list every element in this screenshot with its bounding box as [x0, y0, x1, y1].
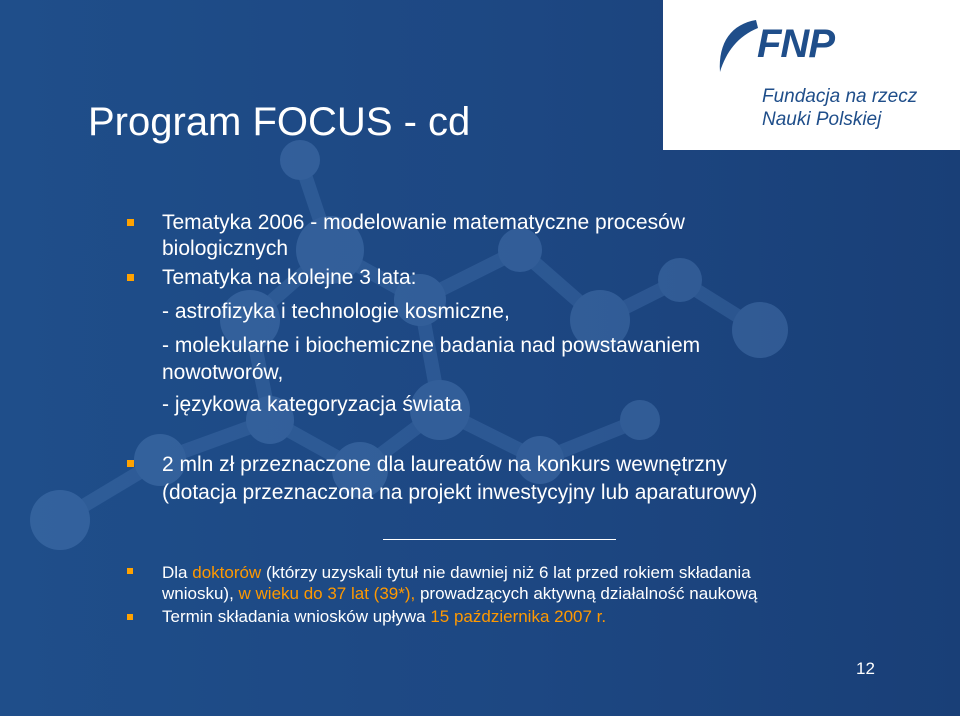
- logo-name-line1: Fundacja na rzecz: [762, 86, 918, 107]
- bullet-marker: [127, 219, 134, 226]
- footnote-text: Dla: [162, 563, 193, 582]
- fnp-swoosh-icon: [712, 16, 762, 86]
- bullet-text: - astrofizyka i technologie kosmiczne,: [162, 300, 510, 323]
- footnote-text: prowadzących aktywną działalność naukową: [415, 584, 758, 603]
- footnote-line: [162, 584, 757, 604]
- footnote-line: [162, 607, 606, 627]
- footnote-text: wniosku),: [162, 584, 239, 603]
- bullet-text: biologicznych: [162, 237, 289, 260]
- logo-abbrev: FNP: [757, 22, 834, 66]
- bullet-marker: [127, 460, 134, 467]
- separator-line: [383, 539, 616, 540]
- footnote-text: (którzy uzyskali tytuł nie dawniej niż 6 lat przed rokiem składania: [261, 563, 751, 582]
- bullet-marker: [127, 274, 134, 281]
- bullet-text: nowotworów,: [162, 361, 284, 384]
- bullet-text: Tematyka na kolejne 3 lata:: [162, 266, 417, 289]
- bullet-text: - molekularne i biochemiczne badania nad powstawaniem: [162, 334, 701, 357]
- bullet-text: Tematyka 2006 - modelowanie matematyczne procesów: [162, 211, 685, 234]
- footnote-highlight: doktorów: [192, 563, 262, 582]
- slide-title: Program FOCUS - cd: [88, 100, 471, 144]
- footnote-highlight: w wieku do 37 lat (39*),: [238, 584, 416, 603]
- footnote-text: Termin składania wniosków upływa: [162, 607, 431, 626]
- bullet-marker: [127, 614, 133, 620]
- bullet-marker: [127, 568, 133, 574]
- bullet-text: - językowa kategoryzacja świata: [162, 393, 462, 416]
- logo-name-line2: Nauki Polskiej: [762, 109, 882, 130]
- footnote-highlight: 15 października 2007 r.: [430, 607, 607, 626]
- bullet-text: 2 mln zł przeznaczone dla laureatów na konkurs wewnętrzny: [162, 453, 727, 476]
- footnote-line: [162, 563, 751, 583]
- bullet-text: (dotacja przeznaczona na projekt inwestycyjny lub aparaturowy): [162, 481, 758, 504]
- page-number: 12: [856, 659, 875, 678]
